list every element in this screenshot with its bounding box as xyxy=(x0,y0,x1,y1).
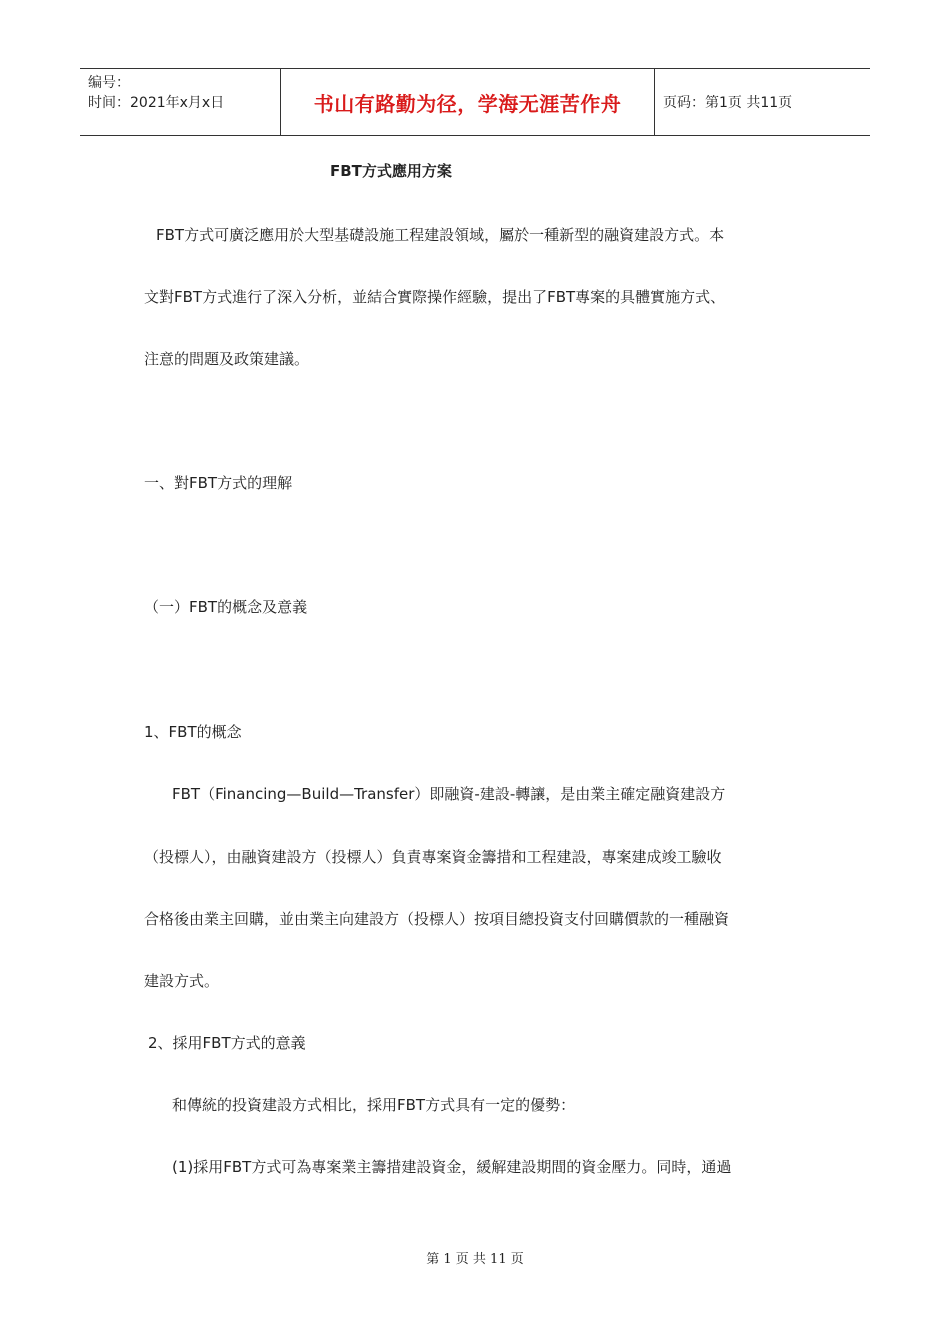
header-motto: 书山有路勤为径，学海无涯苦作舟 xyxy=(281,69,655,135)
section-heading-1: 一、對FBT方式的理解 xyxy=(144,474,293,492)
time-label: 时间：2021年x月x日 xyxy=(88,95,225,111)
intro-line-2: 文對FBT方式進行了深入分析，並結合實際操作經驗，提出了FBT專案的具體實施方式、 xyxy=(144,288,726,306)
item-1-line-3: 合格後由業主回購，並由業主向建設方（投標人）按項目總投資支付回購價款的一種融資 xyxy=(144,910,730,928)
item-1-line-1: FBT（Financing—Build—Transfer）即融資-建設-轉讓，是由業主確定融資建設方 xyxy=(172,785,726,803)
page-header xyxy=(80,68,870,136)
subsection-heading-1: （一）FBT的概念及意義 xyxy=(144,598,308,616)
intro-line-1: FBT方式可廣泛應用於大型基礎設施工程建設領域，屬於一種新型的融資建設方式。本 xyxy=(156,226,725,244)
item-2-intro: 和傳統的投資建設方式相比，採用FBT方式具有一定的優勢： xyxy=(172,1096,576,1114)
header-page-info: 页码：第1页 共11页 xyxy=(663,95,793,111)
item-2-title: 2、採用FBT方式的意義 xyxy=(148,1034,306,1052)
item-2-point-1: (1)採用FBT方式可為專案業主籌措建設資金，緩解建設期間的資金壓力。同時，通過 xyxy=(172,1158,732,1176)
document-title: FBT方式應用方案 xyxy=(330,162,452,180)
item-1-title: 1、FBT的概念 xyxy=(144,723,242,741)
item-1-line-2: （投標人），由融資建設方（投標人）負責專案資金籌措和工程建設，專案建成竣工驗收 xyxy=(144,848,722,866)
header-left-cell xyxy=(80,69,281,135)
page-footer: 第 1 页 共 11 页 xyxy=(426,1252,524,1267)
item-1-line-4: 建設方式。 xyxy=(144,972,220,990)
intro-line-3: 注意的問題及政策建議。 xyxy=(144,350,310,368)
number-label: 编号： xyxy=(88,75,130,91)
